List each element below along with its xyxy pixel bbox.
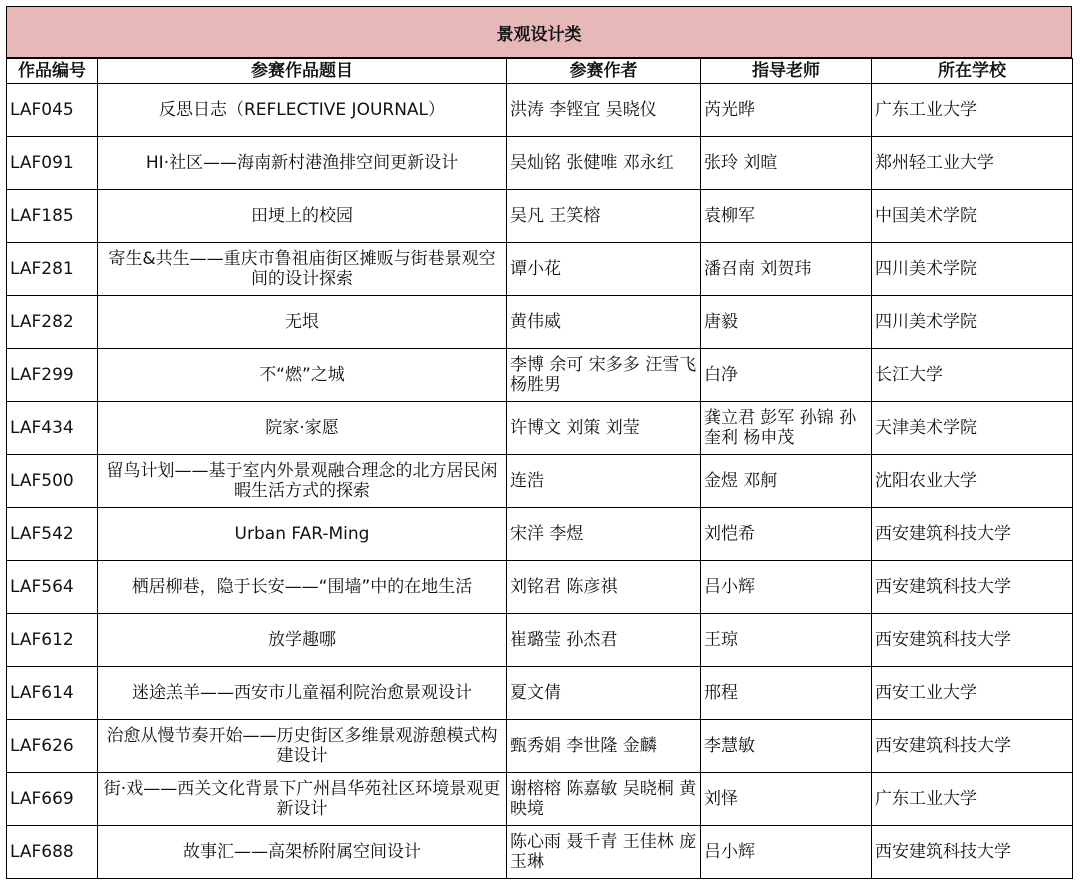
cell-work-title: Urban FAR-Ming bbox=[98, 508, 507, 561]
cell-authors: 夏文倩 bbox=[507, 667, 701, 720]
cell-advisor: 刘恺希 bbox=[701, 508, 872, 561]
table-row bbox=[7, 455, 1073, 508]
cell-advisor: 邢程 bbox=[701, 667, 872, 720]
cell-authors: 崔璐莹 孙杰君 bbox=[507, 614, 701, 667]
cell-authors: 洪涛 李铿宜 吴晓仪 bbox=[507, 84, 701, 137]
cell-work-title: 治愈从慢节奏开始——历史街区多维景观游憩模式构建设计 bbox=[98, 720, 507, 773]
cell-work-id: LAF299 bbox=[7, 349, 98, 402]
cell-work-id: LAF282 bbox=[7, 296, 98, 349]
cell-work-title: 寄生&共生——重庆市鲁祖庙街区摊贩与街巷景观空间的设计探索 bbox=[98, 243, 507, 296]
cell-authors: 宋洋 李煜 bbox=[507, 508, 701, 561]
cell-authors: 谢榕榕 陈嘉敏 吴晓桐 黄映境 bbox=[507, 773, 701, 826]
cell-work-id: LAF688 bbox=[7, 826, 98, 879]
cell-work-id: LAF614 bbox=[7, 667, 98, 720]
table-row bbox=[7, 561, 1073, 614]
cell-school: 西安建筑科技大学 bbox=[872, 614, 1073, 667]
cell-authors: 甄秀娟 李世隆 金麟 bbox=[507, 720, 701, 773]
award-table bbox=[6, 58, 1073, 879]
cell-work-title: 不“燃”之城 bbox=[98, 349, 507, 402]
table-row bbox=[7, 508, 1073, 561]
cell-work-id: LAF626 bbox=[7, 720, 98, 773]
table-row bbox=[7, 773, 1073, 826]
cell-work-title: 反思日志（REFLECTIVE JOURNAL） bbox=[98, 84, 507, 137]
header-work-id: 作品编号 bbox=[7, 59, 98, 84]
cell-authors: 许博文 刘策 刘莹 bbox=[507, 402, 701, 455]
cell-school: 西安工业大学 bbox=[872, 667, 1073, 720]
cell-work-id: LAF564 bbox=[7, 561, 98, 614]
cell-advisor: 龚立君 彭军 孙锦 孙奎利 杨申茂 bbox=[701, 402, 872, 455]
cell-work-id: LAF612 bbox=[7, 614, 98, 667]
cell-work-id: LAF045 bbox=[7, 84, 98, 137]
table-row bbox=[7, 243, 1073, 296]
table-row bbox=[7, 614, 1073, 667]
cell-advisor: 王琼 bbox=[701, 614, 872, 667]
header-row bbox=[7, 59, 1073, 84]
cell-authors: 黄伟威 bbox=[507, 296, 701, 349]
cell-advisor: 潘召南 刘贺玮 bbox=[701, 243, 872, 296]
cell-advisor: 刘怿 bbox=[701, 773, 872, 826]
cell-school: 四川美术学院 bbox=[872, 243, 1073, 296]
table-row bbox=[7, 826, 1073, 879]
table-row bbox=[7, 402, 1073, 455]
cell-school: 广东工业大学 bbox=[872, 773, 1073, 826]
cell-work-title: HI·社区——海南新村港渔排空间更新设计 bbox=[98, 137, 507, 190]
cell-work-title: 无垠 bbox=[98, 296, 507, 349]
cell-school: 中国美术学院 bbox=[872, 190, 1073, 243]
cell-work-id: LAF185 bbox=[7, 190, 98, 243]
cell-work-title: 迷途羔羊——西安市儿童福利院治愈景观设计 bbox=[98, 667, 507, 720]
cell-school: 沈阳农业大学 bbox=[872, 455, 1073, 508]
cell-school: 西安建筑科技大学 bbox=[872, 720, 1073, 773]
cell-advisor: 白净 bbox=[701, 349, 872, 402]
cell-work-title: 放学趣哪 bbox=[98, 614, 507, 667]
table-row bbox=[7, 190, 1073, 243]
cell-school: 天津美术学院 bbox=[872, 402, 1073, 455]
cell-work-id: LAF434 bbox=[7, 402, 98, 455]
cell-authors: 吴凡 王笑榕 bbox=[507, 190, 701, 243]
cell-authors: 吴灿铭 张健唯 邓永红 bbox=[507, 137, 701, 190]
cell-authors: 李博 余可 宋多多 汪雪飞 杨胜男 bbox=[507, 349, 701, 402]
cell-work-title: 街·戏——西关文化背景下广州昌华苑社区环境景观更新设计 bbox=[98, 773, 507, 826]
cell-advisor: 袁柳军 bbox=[701, 190, 872, 243]
cell-advisor: 唐毅 bbox=[701, 296, 872, 349]
table-row bbox=[7, 349, 1073, 402]
cell-school: 四川美术学院 bbox=[872, 296, 1073, 349]
category-title: 景观设计类 bbox=[6, 6, 1072, 58]
cell-work-id: LAF281 bbox=[7, 243, 98, 296]
cell-work-title: 田埂上的校园 bbox=[98, 190, 507, 243]
cell-school: 郑州轻工业大学 bbox=[872, 137, 1073, 190]
cell-advisor: 吕小辉 bbox=[701, 826, 872, 879]
cell-work-title: 栖居柳巷，隐于长安——“围墙”中的在地生活 bbox=[98, 561, 507, 614]
cell-authors: 连浩 bbox=[507, 455, 701, 508]
header-school: 所在学校 bbox=[872, 59, 1073, 84]
cell-authors: 陈心雨 聂千青 王佳林 庞玉琳 bbox=[507, 826, 701, 879]
cell-school: 西安建筑科技大学 bbox=[872, 561, 1073, 614]
cell-school: 西安建筑科技大学 bbox=[872, 826, 1073, 879]
award-table-container bbox=[6, 6, 1074, 879]
table-row bbox=[7, 667, 1073, 720]
cell-work-id: LAF091 bbox=[7, 137, 98, 190]
cell-advisor: 李慧敏 bbox=[701, 720, 872, 773]
table-row bbox=[7, 720, 1073, 773]
cell-school: 西安建筑科技大学 bbox=[872, 508, 1073, 561]
header-advisor: 指导老师 bbox=[701, 59, 872, 84]
cell-work-title: 留鸟计划——基于室内外景观融合理念的北方居民闲暇生活方式的探索 bbox=[98, 455, 507, 508]
cell-work-title: 院家·家愿 bbox=[98, 402, 507, 455]
cell-work-id: LAF500 bbox=[7, 455, 98, 508]
cell-work-id: LAF669 bbox=[7, 773, 98, 826]
header-authors: 参赛作者 bbox=[507, 59, 701, 84]
table-row bbox=[7, 137, 1073, 190]
cell-school: 广东工业大学 bbox=[872, 84, 1073, 137]
cell-advisor: 金煜 邓舸 bbox=[701, 455, 872, 508]
cell-authors: 刘铭君 陈彦祺 bbox=[507, 561, 701, 614]
table-row bbox=[7, 296, 1073, 349]
table-row bbox=[7, 84, 1073, 137]
cell-work-title: 故事汇——高架桥附属空间设计 bbox=[98, 826, 507, 879]
cell-advisor: 芮光晔 bbox=[701, 84, 872, 137]
cell-school: 长江大学 bbox=[872, 349, 1073, 402]
header-work-title: 参赛作品题目 bbox=[98, 59, 507, 84]
cell-advisor: 张玲 刘暄 bbox=[701, 137, 872, 190]
cell-advisor: 吕小辉 bbox=[701, 561, 872, 614]
cell-authors: 谭小花 bbox=[507, 243, 701, 296]
cell-work-id: LAF542 bbox=[7, 508, 98, 561]
